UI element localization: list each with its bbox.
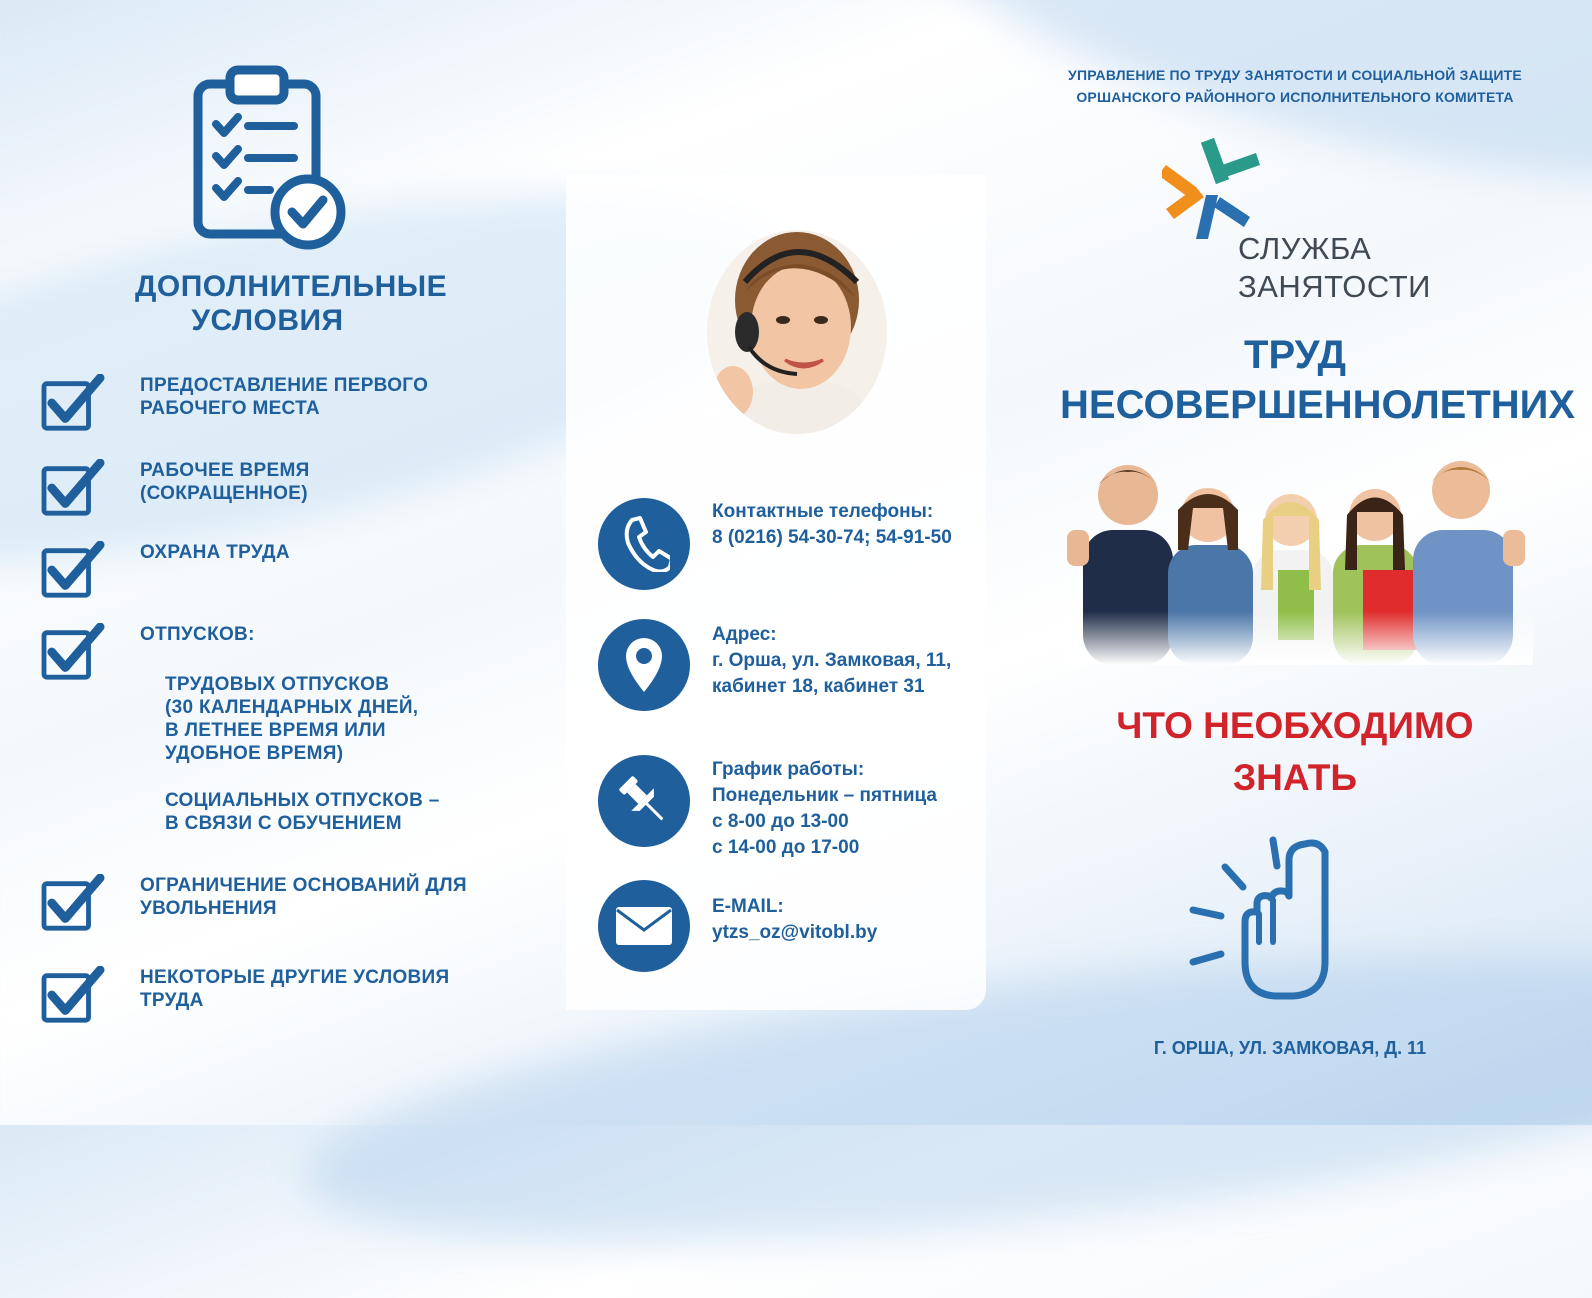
footer-address: Г. ОРША, УЛ. ЗАМКОВАЯ, Д. 11 bbox=[1153, 1038, 1427, 1058]
checkbox-checked-icon bbox=[40, 459, 108, 519]
condition-text: ТРУДА bbox=[140, 990, 204, 1011]
main-title-line: НЕСОВЕРШЕННОЛЕТНИХ bbox=[1060, 383, 1576, 427]
phone-info bbox=[712, 499, 952, 551]
brand-line: СЛУЖБА bbox=[1238, 231, 1372, 266]
sub-item-text: СОЦИАЛЬНЫХ ОТПУСКОВ – bbox=[165, 790, 440, 811]
phone-label: Контактные телефоны: bbox=[712, 501, 934, 522]
vacation-sub-item bbox=[165, 789, 440, 835]
condition-text: УВОЛЬНЕНИЯ bbox=[140, 898, 277, 919]
main-title-line: ТРУД bbox=[1244, 333, 1346, 377]
need-to-know-line: ЧТО НЕОБХОДИМО bbox=[1116, 705, 1474, 746]
phone-number[interactable]: 8 (0216) 54-30-74; 54-91-50 bbox=[712, 527, 952, 548]
checkbox-checked-icon bbox=[40, 623, 108, 683]
pushpin-icon bbox=[614, 771, 674, 831]
schedule-info bbox=[712, 757, 937, 861]
checkbox-checked-icon bbox=[40, 541, 108, 601]
address-label: Адрес: bbox=[712, 624, 777, 645]
need-to-know-line: ЗНАТЬ bbox=[1233, 757, 1357, 798]
department-line: ОРШАНСКОГО РАЙОННОГО ИСПОЛНИТЕЛЬНОГО КОМИТЕТА bbox=[1076, 89, 1514, 105]
phone-badge bbox=[598, 498, 690, 590]
schedule-label: График работы: bbox=[712, 759, 865, 780]
condition-text: ОТПУСКОВ: bbox=[140, 624, 255, 645]
schedule-line: с 14-00 до 17-00 bbox=[712, 837, 860, 858]
schedule-line: Понедельник – пятница bbox=[712, 785, 937, 806]
department-line: УПРАВЛЕНИЕ ПО ТРУДУ ЗАНЯТОСТИ И СОЦИАЛЬНОЙ ЗАЩИТЕ bbox=[1068, 67, 1522, 83]
main-title bbox=[1060, 330, 1576, 430]
email-info bbox=[712, 894, 877, 946]
brand-line: ЗАНЯТОСТИ bbox=[1238, 269, 1431, 304]
address-info bbox=[712, 622, 951, 700]
left-title-line2: УСЛОВИЯ bbox=[191, 304, 344, 337]
email-label: E-MAIL: bbox=[712, 896, 784, 917]
address-line: г. Орша, ул. Замковая, 11, bbox=[712, 650, 952, 671]
index-finger-up-icon bbox=[1185, 832, 1355, 1004]
condition-text: ОХРАНА ТРУДА bbox=[140, 542, 290, 563]
condition-text: ПРЕДОСТАВЛЕНИЕ ПЕРВОГО bbox=[140, 375, 429, 396]
phone-icon bbox=[618, 516, 670, 572]
checkbox-checked-icon bbox=[40, 966, 108, 1026]
teenagers-group-photo bbox=[1063, 450, 1533, 665]
condition-text: НЕКОТОРЫЕ ДРУГИЕ УСЛОВИЯ bbox=[140, 967, 450, 988]
employment-service-logo bbox=[1162, 135, 1262, 243]
clipboard-checklist-icon bbox=[190, 62, 350, 252]
address-line: кабинет 18, кабинет 31 bbox=[712, 676, 925, 697]
left-title-line1: ДОПОЛНИТЕЛЬНЫЕ bbox=[135, 270, 448, 303]
department-name bbox=[1060, 64, 1530, 108]
sub-item-text: ТРУДОВЫХ ОТПУСКОВ bbox=[165, 674, 390, 695]
checkbox-checked-icon bbox=[40, 874, 108, 934]
email-badge bbox=[598, 880, 690, 972]
operator-photo bbox=[705, 222, 890, 434]
condition-text: РАБОЧЕГО МЕСТА bbox=[140, 398, 320, 419]
email-address[interactable]: ytzs_oz@vitobl.by bbox=[712, 922, 878, 943]
brand-name bbox=[1238, 230, 1431, 306]
sub-item-text: УДОБНОЕ ВРЕМЯ) bbox=[165, 743, 344, 764]
sub-item-text: В СВЯЗИ С ОБУЧЕНИЕМ bbox=[165, 813, 402, 834]
condition-text: (СОКРАЩЕННОЕ) bbox=[140, 483, 308, 504]
schedule-line: с 8-00 до 13-00 bbox=[712, 811, 849, 832]
need-to-know-title bbox=[1070, 700, 1520, 804]
envelope-icon bbox=[613, 904, 675, 948]
sub-item-text: В ЛЕТНЕЕ ВРЕМЯ ИЛИ bbox=[165, 720, 386, 741]
vacation-sub-item bbox=[165, 673, 418, 765]
schedule-badge bbox=[598, 755, 690, 847]
sub-item-text: (30 КАЛЕНДАРНЫХ ДНЕЙ, bbox=[165, 697, 419, 718]
condition-text: РАБОЧЕЕ ВРЕМЯ bbox=[140, 460, 310, 481]
location-pin-icon bbox=[622, 636, 666, 694]
checkbox-checked-icon bbox=[40, 374, 108, 434]
left-title bbox=[135, 270, 448, 338]
condition-text: ОГРАНИЧЕНИЕ ОСНОВАНИЙ ДЛЯ bbox=[140, 875, 467, 896]
address-badge bbox=[598, 619, 690, 711]
